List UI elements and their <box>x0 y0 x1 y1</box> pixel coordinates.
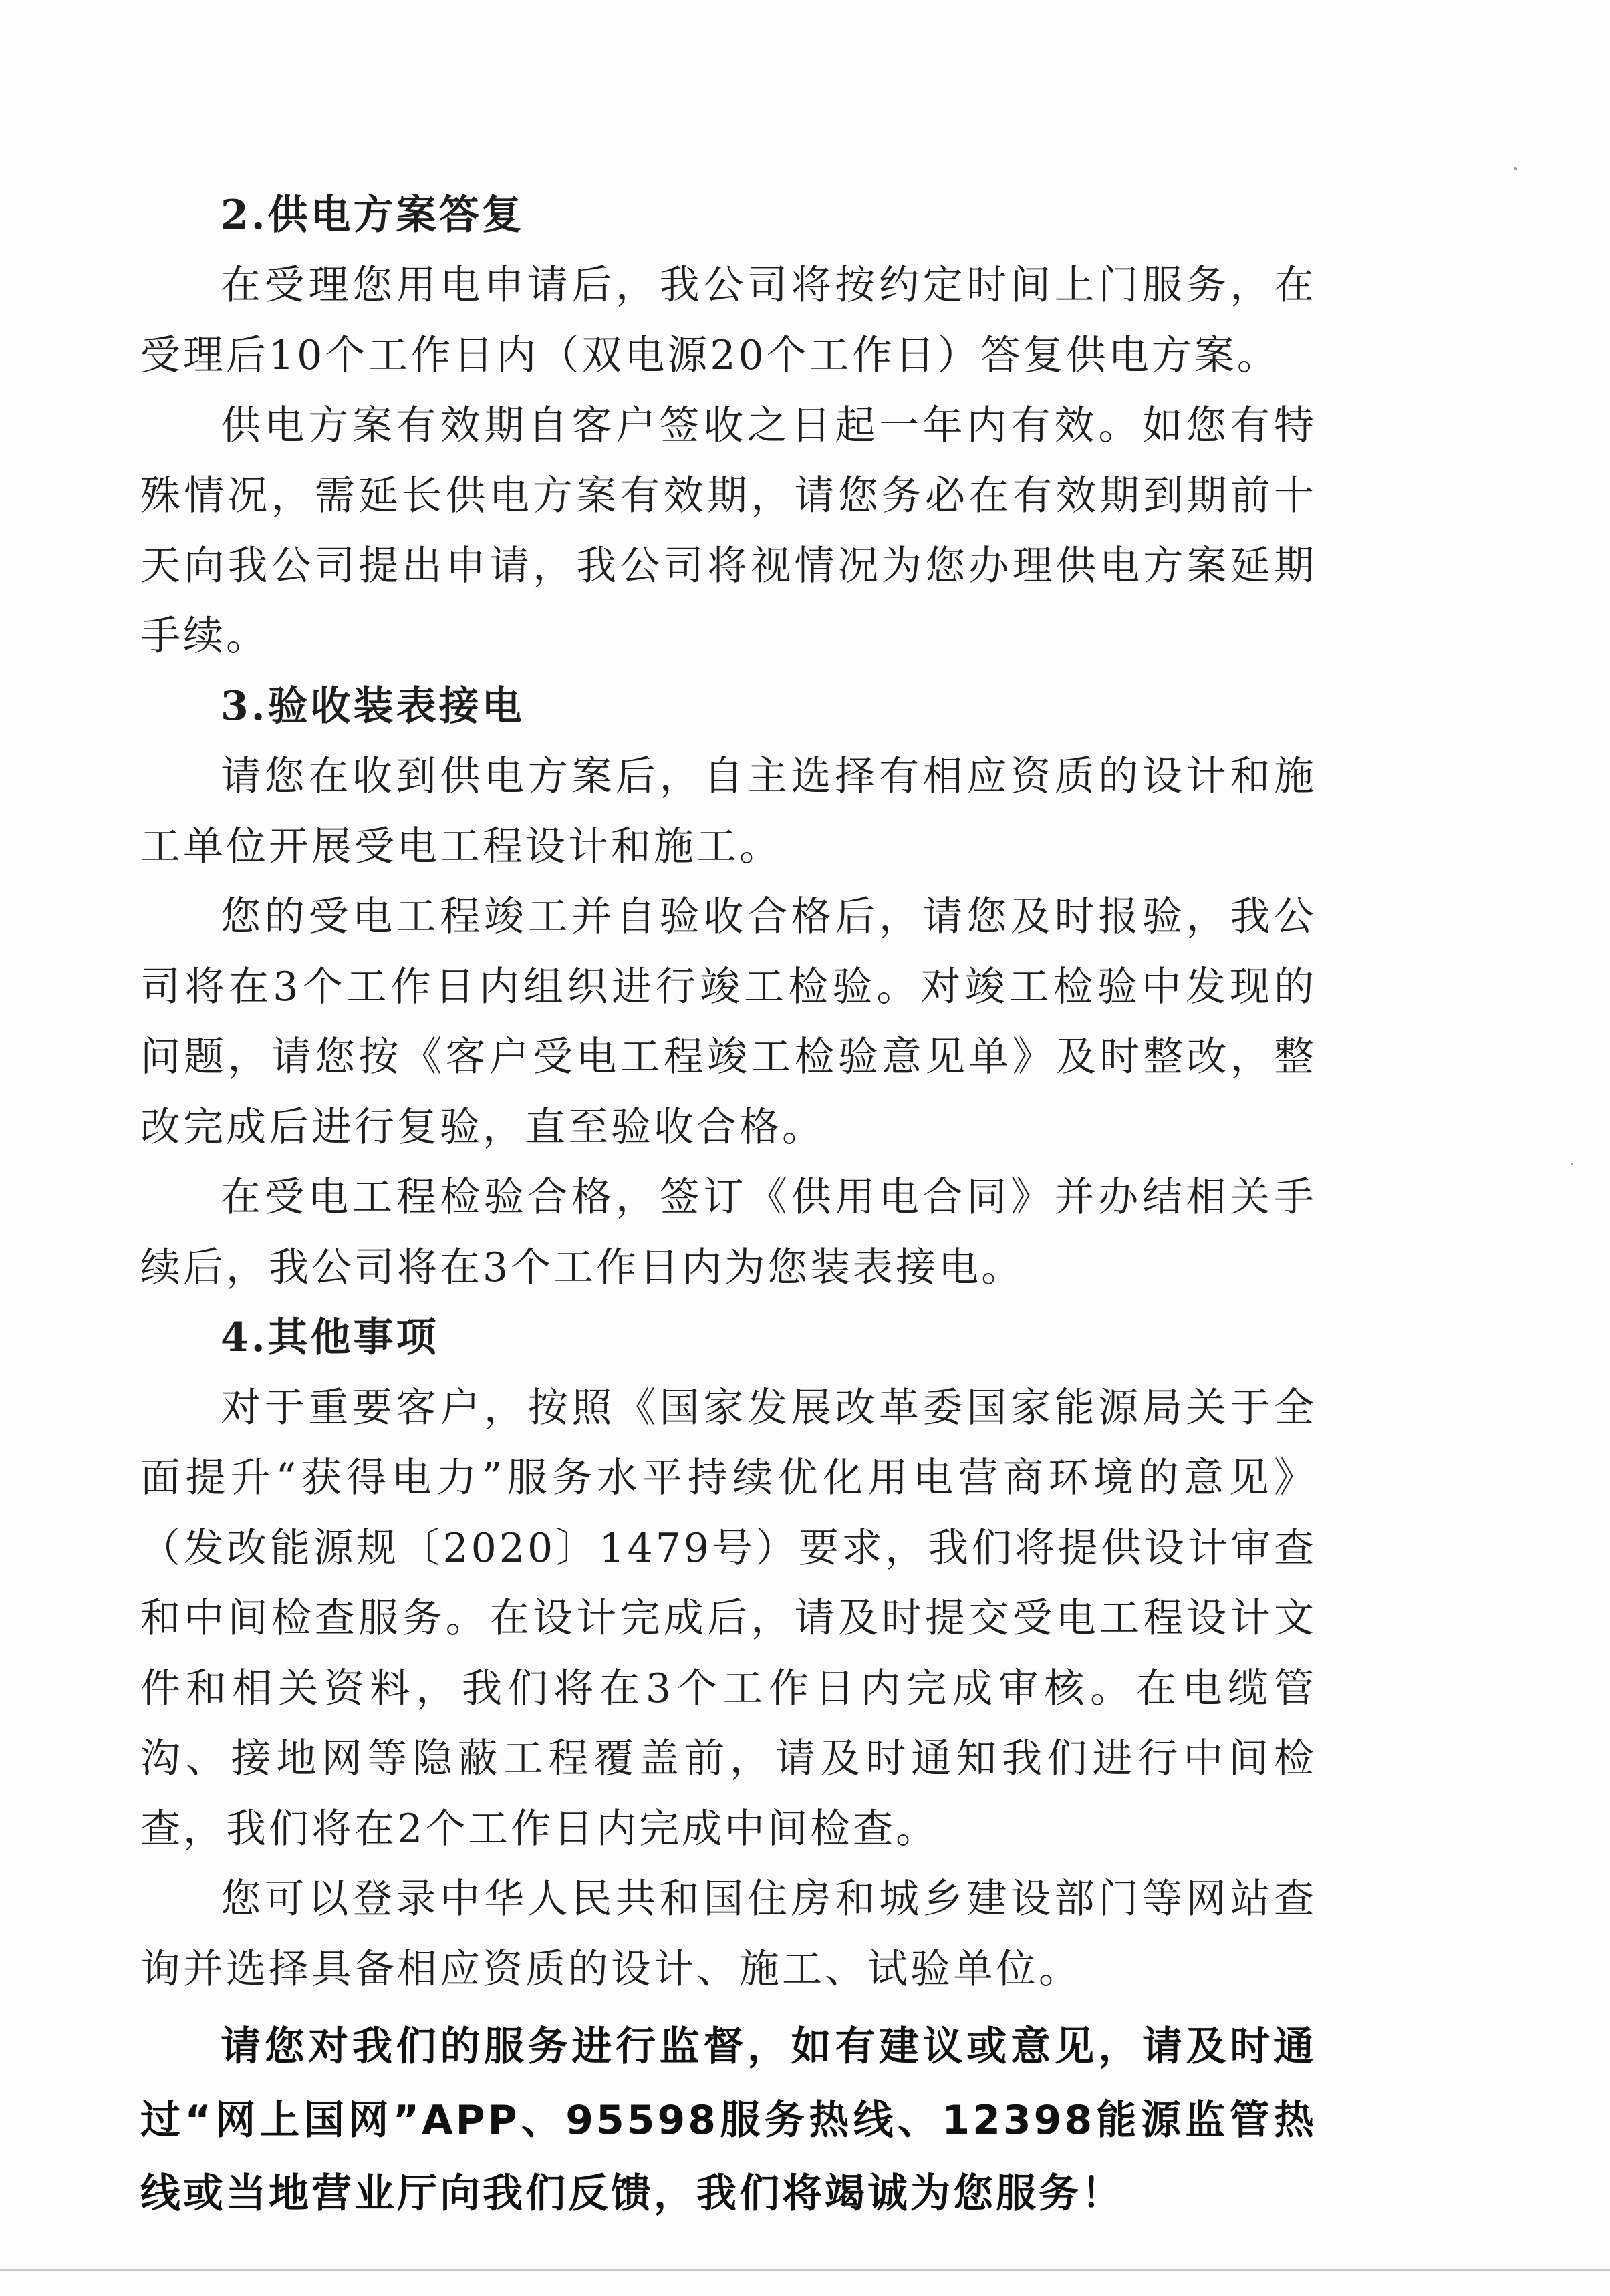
closing-statement: 请您对我们的服务进行监督，如有建议或意见，请及时通过“网上国网”APP、95598服务热线、12398能源监管热线或当地营业厅向我们反馈，我们将竭诚为您服务！ <box>140 2023 1317 2217</box>
paragraph: 对于重要客户，按照《国家发展改革委国家能源局关于全面提升“获得电力”服务水平持续优化用电营商环境的意见》（发改能源规〔2020〕1479号）要求，我们将提供设计审查和中间检查服务。在设计完成后，请及时提交受电工程设计文件和相关资料，我们将在3个工作日内完成审核。在电缆管沟、接地网等隐蔽工程覆盖前，请及时通知我们进行中间检查，我们将在2个工作日内完成中间检查。 <box>140 1385 1317 1852</box>
section-heading: 3.验收装表接电 <box>221 683 525 730</box>
scan-edge-line <box>0 2269 1610 2271</box>
scan-speck <box>1514 167 1517 170</box>
paragraph: 供电方案有效期自客户签收之日起一年内有效。如您有特殊情况，需延长供电方案有效期，请您务必在有效期到期前十天向我公司提出申请，我公司将视情况为您办理供电方案延期手续。 <box>140 402 1317 660</box>
section-heading: 2.供电方案答复 <box>221 192 525 239</box>
paragraph: 您可以登录中华人民共和国住房和城乡建设部门等网站查询并选择具备相应资质的设计、施工、试验单位。 <box>140 1876 1317 1993</box>
scan-speck <box>1571 1163 1573 1165</box>
section-heading: 4.其他事项 <box>221 1314 439 1361</box>
section-power-supply-plan <box>140 180 1317 672</box>
paragraph: 您的受电工程竣工并自验收合格后，请您及时报验，我公司将在3个工作日内组织进行竣工检验。对竣工检验中发现的问题，请您按《客户受电工程竣工检验意见单》及时整改，整改完成后进行复验，直至验收合格。 <box>140 893 1317 1151</box>
document-body <box>140 180 1317 2231</box>
paragraph: 在受理您用电申请后，我公司将按约定时间上门服务，在受理后10个工作日内（双电源20个工作日）答复供电方案。 <box>140 262 1317 379</box>
paragraph: 请您在收到供电方案后，自主选择有相应资质的设计和施工单位开展受电工程设计和施工。 <box>140 753 1317 870</box>
section-acceptance-metering <box>140 672 1317 1303</box>
paragraph: 在受电工程检验合格，签订《供用电合同》并办结相关手续后，我公司将在3个工作日内为您装表接电。 <box>140 1174 1317 1291</box>
section-other-matters <box>140 1303 1317 2005</box>
